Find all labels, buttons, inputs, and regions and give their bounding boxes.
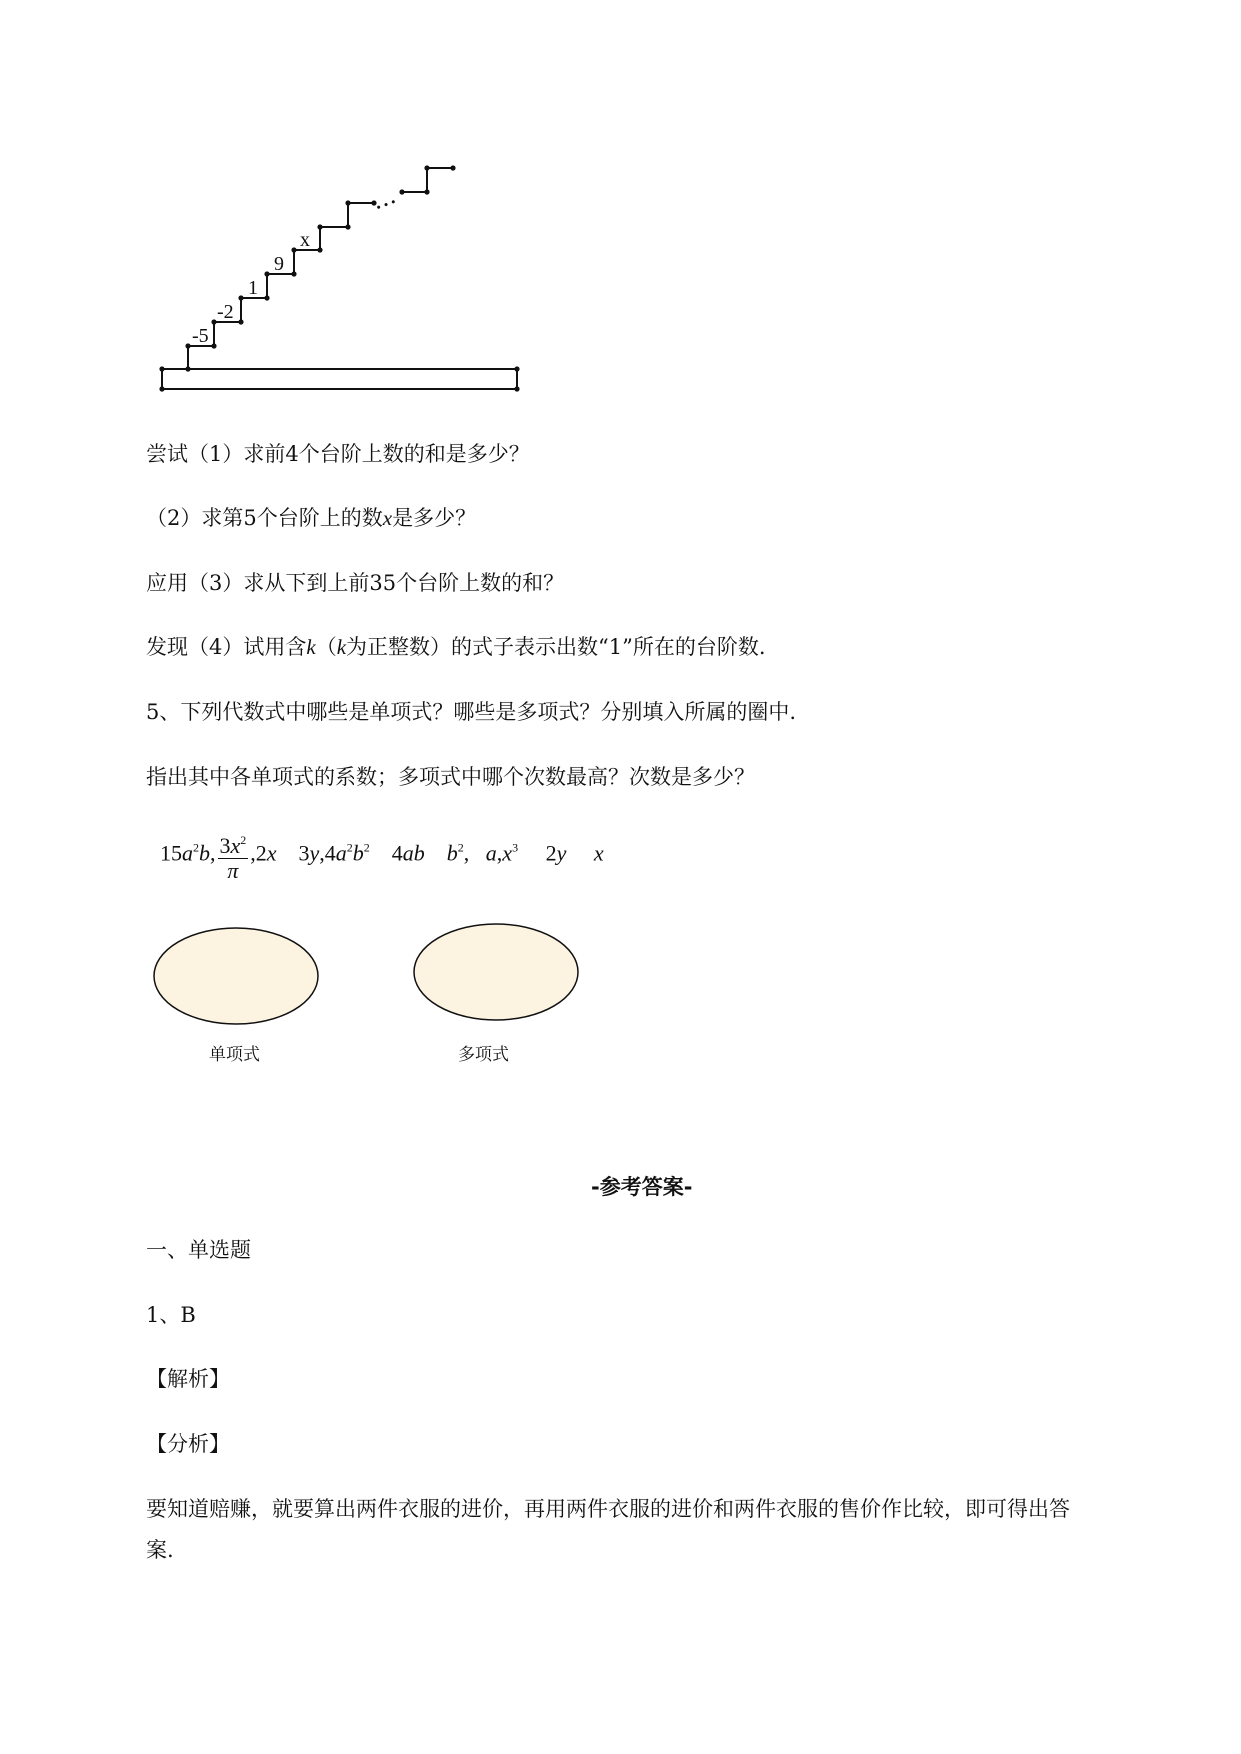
- analysis-paragraph-line-2: 案.: [146, 1538, 174, 1562]
- polynomial-ellipse: [414, 924, 578, 1020]
- step-label-4: 9: [274, 253, 284, 275]
- expression-list: $15a^2b$, $\frac{3x^2}{\pi}$ ,2x $3y,4a^2b^2$ 4ab $b^2$, $a,x^3$ 2y x: [160, 828, 604, 883]
- question-1: 尝试（1）求前4个台阶上数的和是多少？: [146, 442, 530, 466]
- jiexi-label: 【解析】: [146, 1367, 230, 1391]
- step-label-3: 1: [248, 277, 258, 299]
- step-label-5: x: [300, 229, 310, 251]
- staircase-figure: [140, 150, 540, 400]
- question-4: 发现（4）试用含k（k为正整数）的式子表示出数“1”所在的台阶数.: [146, 635, 766, 659]
- monomial-ellipse: [154, 928, 318, 1024]
- answer-item-1: 1、B: [146, 1303, 196, 1327]
- monomial-label: 单项式: [209, 1045, 260, 1065]
- problem-5-line-1: 5、下列代数式中哪些是单项式？哪些是多项式？分别填入所属的圈中.: [146, 700, 797, 724]
- staircase-top-step: [402, 168, 453, 192]
- step-label-1: -5: [192, 325, 209, 347]
- polynomial-label: 多项式: [458, 1045, 509, 1065]
- problem-5-line-2: 指出其中各单项式的系数；多项式中哪个次数最高？次数是多少？: [146, 765, 755, 789]
- classification-circles: [150, 920, 590, 1040]
- staircase-base: [162, 369, 517, 389]
- step-label-2: -2: [217, 301, 234, 323]
- fraction: $\frac{3x^2}{\pi}$: [218, 828, 249, 883]
- section-heading: 一、单选题: [146, 1238, 251, 1262]
- answers-title: -参考答案-: [591, 1175, 693, 1199]
- question-3: 应用（3）求从下到上前35个台阶上数的和？: [146, 571, 565, 595]
- question-2: （2）求第5个台阶上的数x是多少？: [146, 506, 477, 530]
- fenxi-label: 【分析】: [146, 1432, 230, 1456]
- analysis-paragraph-line-1: 要知道赔赚，就要算出两件衣服的进价，再用两件衣服的进价和两件衣服的售价作比较，即可得出答: [146, 1497, 1070, 1521]
- staircase-dots: • • •: [373, 193, 398, 215]
